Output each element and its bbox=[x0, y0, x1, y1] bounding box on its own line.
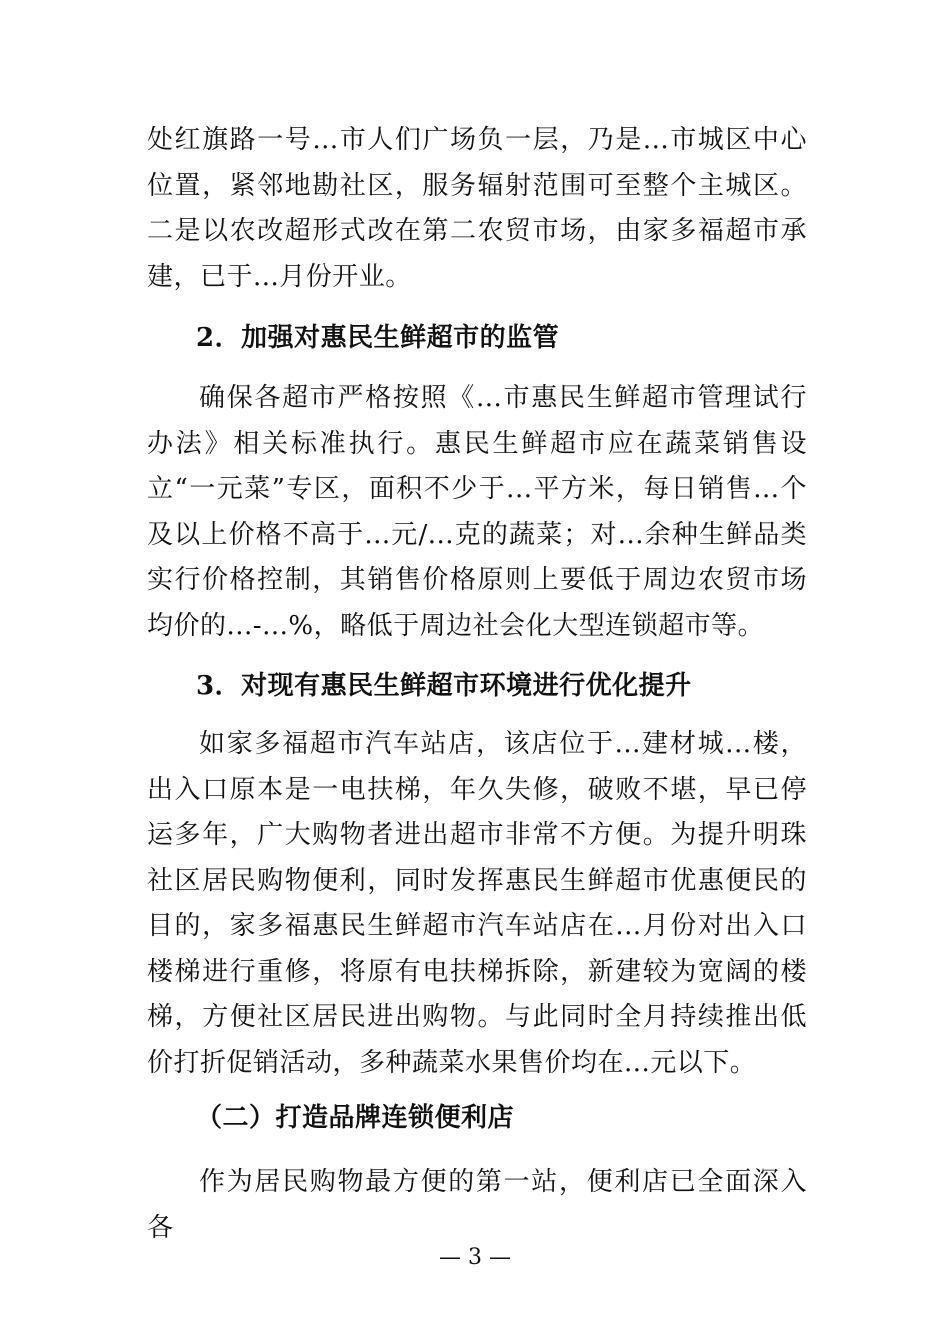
paragraph-convenience-store: 作为居民购物最方便的第一站，便利店已全面深入各 bbox=[147, 1167, 807, 1243]
section-heading-environment: 3．对现有惠民生鲜超市环境进行优化提升 bbox=[196, 671, 692, 701]
paragraph-supervision: 确保各超市严格按照《...市惠民生鲜超市管理试行办法》相关标准执行。惠民生鲜超市应在蔬菜销售设立“一元菜”专区，面积不少于...平方米，每日销售...个及以上价格不高于...元/...克的蔬菜；对...余种生鲜品类实行价格控制，其销售价格原则上要低于周边农贸市场均价的...-...%，略低于周边社会化大型连锁超市等。 bbox=[147, 383, 807, 641]
section-heading-supervision: 2．加强对惠民生鲜超市的监管 bbox=[196, 323, 560, 353]
paragraph-location-intro: 处红旗路一号...市人们广场负一层，乃是...市城区中心位置，紧邻地勘社区，服务辐射范围可至整个主城区。二是以农改超形式改在第二农贸市场，由家多福超市承建，已于...月份开业。 bbox=[147, 125, 807, 292]
section-heading-convenience-store: （二）打造品牌连锁便利店 bbox=[196, 1103, 515, 1133]
page-number: — 3 — bbox=[439, 1245, 511, 1270]
paragraph-environment: 如家多福超市汽车站店，该店位于...建材城...楼，出入口原本是一电扶梯，年久失修，破败不堪，早已停运多年，广大购物者进出超市非常不方便。为提升明珠社区居民购物便利，同时发挥惠民生鲜超市优惠便民的目的，家多福惠民生鲜超市汽车站店在...月份对出入口楼梯进行重修，将原有电扶梯拆除，新建较为宽阔的楼梯，方便社区居民进出购物。与此同时全月持续推出低价打折促销活动，多种蔬菜水果售价均在...元以下。 bbox=[147, 729, 807, 1078]
